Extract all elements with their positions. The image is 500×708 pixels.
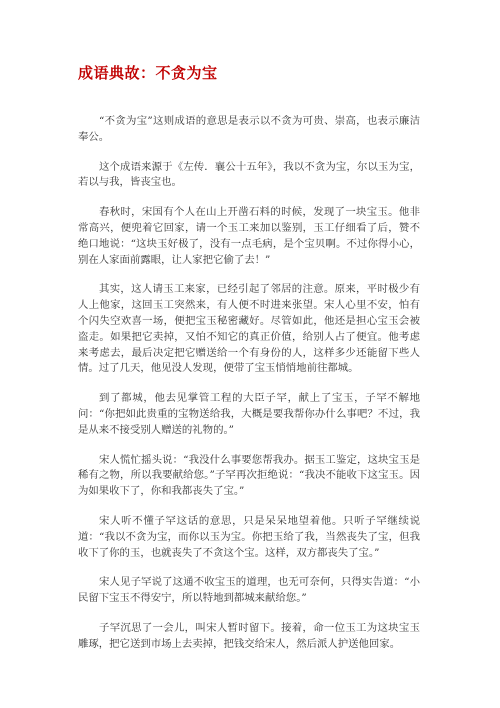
paragraph-4: 其实，这人请玉工来家，已经引起了邻居的注意。原来，平时极少有人上他家，这回玉工突然来，有人便不时进来张望。宋人心里不安，怕有个闪失空欢喜一场，便把宝玉秘密藏好。尽管如此，他还是担心宝玉会被盗走。如果把它卖掉，又怕不知它的真正价值，给别人占了便宜。他考虑来考虑去，最后决定把它赠送给一个有身份的人，这样多少还能留下些人情。过了几天，他见没人发现，便带了宝玉悄悄地前往都城。 <box>78 283 420 375</box>
paragraph-3: 春秋时，宋国有个人在山上开凿石料的时候，发现了一块宝玉。他非常高兴，便兜着它回家，请一个玉工来加以鉴别，玉工仔细看了后，赞不绝口地说：“这块玉好极了，没有一点毛病，是个宝贝啊。不过你得小心，别在人家面前露眼，让人家把它偷了去！” <box>78 206 420 266</box>
paragraph-1: “不贪为宝”这则成语的意思是表示以不贪为可贵、崇高，也表示廉洁奉公。 <box>78 115 420 143</box>
paragraph-6: 宋人慌忙摇头说：“我没什么事要您帮我办。据玉工鉴定，这块宝玉是稀有之物，所以我要献给您。”子罕再次拒绝说：“我决不能收下这宝玉。因为如果收下了，你和我都丧失了宝。” <box>78 453 420 498</box>
paragraph-5: 到了都城，他去见掌管工程的大臣子罕，献上了宝玉，子罕不解地问：“你把如此贵重的宝物送给我，大概是要我帮你办什么事吧？不过，我是从来不接受别人赠送的礼物的。” <box>78 392 420 436</box>
paragraph-8: 宋人见子罕说了这通不收宝玉的道理，也无可奈何，只得实告道：“小民留下宝玉不得安宁，所以特地到都城来献给您。” <box>78 576 420 605</box>
paragraph-7: 宋人听不懂子罕这话的意思，只是呆呆地望着他。只听子罕继续说道：“我以不贪为宝，而你以玉为宝。你把玉给了我，当然丧失了宝，但我收下了你的玉，也就丧失了不贪这个宝。这样，双方都丧失了宝。” <box>78 514 420 559</box>
document-body <box>78 114 420 667</box>
paragraph-2: 这个成语来源于《左传．襄公十五年》，我以不贪为宝，尔以玉为宝，若以与我，皆丧宝也。 <box>78 160 420 189</box>
paragraph-9: 子罕沉思了一会儿，叫宋人暂时留下。接着，命一位玉工为这块宝玉雕琢，把它送到市场上去卖掉，把钱交给宋人，然后派人护送他回家。 <box>78 621 420 650</box>
document-title: 成语典故：不贪为宝 <box>78 64 218 82</box>
